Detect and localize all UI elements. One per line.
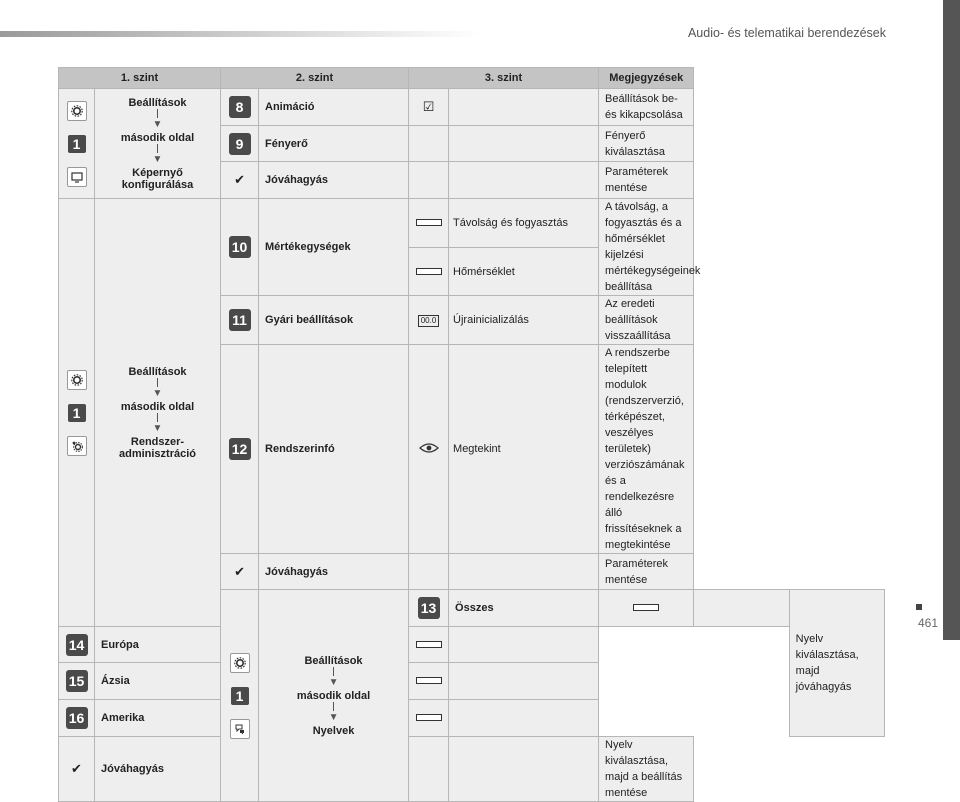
table-header-row (59, 68, 885, 89)
list-bar-icon (416, 219, 442, 226)
checkmark-icon: ✔ (234, 172, 245, 187)
checkmark-icon: ✔ (234, 563, 245, 579)
level2-label: Rendszerinfó (259, 345, 409, 554)
level2-label: Európa (95, 627, 221, 663)
screen-icon (67, 167, 87, 187)
level3-label: Megtekint (449, 345, 599, 554)
level2-label: Gyári beállítások (259, 296, 409, 345)
step-badge: 1 (231, 687, 249, 705)
page-edge-bar (943, 0, 960, 640)
note-text: A távolság, a fogyasztás és a hőmérséklet kijelzési mértékegységeinek beállítása (599, 199, 694, 296)
level1-path: Beállítások ▼ második oldal ▼ Képernyő konfigurálása (95, 89, 221, 199)
level1-label: Beállítások (128, 365, 187, 378)
step-badge: 16 (66, 707, 88, 729)
table-row (59, 627, 885, 663)
list-bar-icon (633, 604, 659, 611)
level1-label: Beállítások (304, 654, 363, 667)
level1-path: Beállítások ▼ második oldal ▼ Nyelvek (259, 590, 409, 802)
note-text: Fényerő kiválasztása (599, 126, 694, 162)
gear-icon (67, 101, 87, 121)
level1-label: második oldal (120, 131, 195, 144)
note-text: Nyelv kiválasztása, majd a beállítás mentése (599, 737, 694, 802)
eye-icon (419, 442, 439, 454)
step-badge: 13 (418, 597, 440, 619)
table-row (59, 663, 885, 700)
column-header: 2. szint (221, 68, 409, 89)
level2-label: Animáció (259, 89, 409, 126)
header-decor-bar (0, 31, 480, 37)
level3-label: Hőmérséklet (449, 248, 599, 296)
level1-label: adminisztráció (118, 447, 197, 460)
step-badge: 11 (229, 309, 251, 331)
note-text: Nyelv kiválasztása, majd jóváhagyás (789, 590, 884, 737)
list-bar-icon (416, 677, 442, 684)
level1-label: második oldal (296, 689, 371, 702)
step-badge: 9 (229, 133, 251, 155)
level1-label: konfigurálása (121, 178, 194, 191)
system-gear-icon (67, 436, 87, 456)
level1-path: Beállítások ▼ második oldal ▼ Rendszer- adminisztráció (95, 199, 221, 627)
level3-label: Újrainicializálás (449, 296, 599, 345)
note-text: A rendszerbe telepített modulok (rendszerverzió, térképészet, veszélyes területek) verziószámának és a rendelkezésre álló frissítéseknek a megtekintése (599, 345, 694, 554)
level1-label: Képernyő (132, 166, 183, 179)
gear-icon (230, 653, 250, 673)
level1-label: második oldal (120, 400, 195, 413)
column-header: 3. szint (409, 68, 599, 89)
note-text: Az eredeti beállítások visszaállítása (599, 296, 694, 345)
page-marker (916, 604, 922, 610)
level1-label: Beállítások (128, 96, 187, 109)
level2-label: Jóváhagyás (259, 162, 409, 199)
table-row (59, 737, 885, 802)
step-badge: 14 (66, 634, 88, 656)
table-row (59, 89, 885, 126)
level1-label: Rendszer- (130, 435, 185, 448)
reset-value-icon: 00.0 (418, 315, 440, 327)
level2-label: Mértékegységek (259, 199, 409, 296)
group-icons (59, 199, 95, 627)
step-badge: 12 (229, 438, 251, 460)
table-row (59, 700, 885, 737)
note-text: Paraméterek mentése (599, 554, 694, 590)
group-icons (59, 89, 95, 199)
checkbox-icon: ☑ (422, 99, 435, 114)
table-row (59, 199, 885, 248)
group-icons (221, 590, 259, 802)
list-bar-icon (416, 268, 442, 275)
page-number: 461 (917, 616, 938, 630)
page-header-title: Audio- és telematikai berendezések (687, 26, 886, 40)
list-bar-icon (416, 714, 442, 721)
column-header: 1. szint (59, 68, 221, 89)
note-text: Beállítások be- és kikapcsolása (599, 89, 694, 126)
note-text: Paraméterek mentése (599, 162, 694, 199)
step-badge: 15 (66, 670, 88, 692)
checkmark-icon: ✔ (71, 761, 82, 776)
step-badge: 1 (68, 404, 86, 422)
step-badge: 8 (229, 96, 251, 118)
column-header: Megjegyzések (599, 68, 694, 89)
step-badge: 1 (68, 135, 86, 153)
level2-label: Jóváhagyás (95, 737, 221, 802)
level2-label: Összes (449, 590, 599, 627)
level2-label: Ázsia (95, 663, 221, 700)
settings-table (58, 67, 885, 802)
language-icon (230, 719, 250, 739)
level3-label: Távolság és fogyasztás (449, 199, 599, 248)
level2-label: Fényerő (259, 126, 409, 162)
level2-label: Amerika (95, 700, 221, 737)
step-badge: 10 (229, 236, 251, 258)
list-bar-icon (416, 641, 442, 648)
gear-icon (67, 370, 87, 390)
level1-label: Nyelvek (312, 724, 355, 737)
level2-label: Jóváhagyás (259, 554, 409, 590)
